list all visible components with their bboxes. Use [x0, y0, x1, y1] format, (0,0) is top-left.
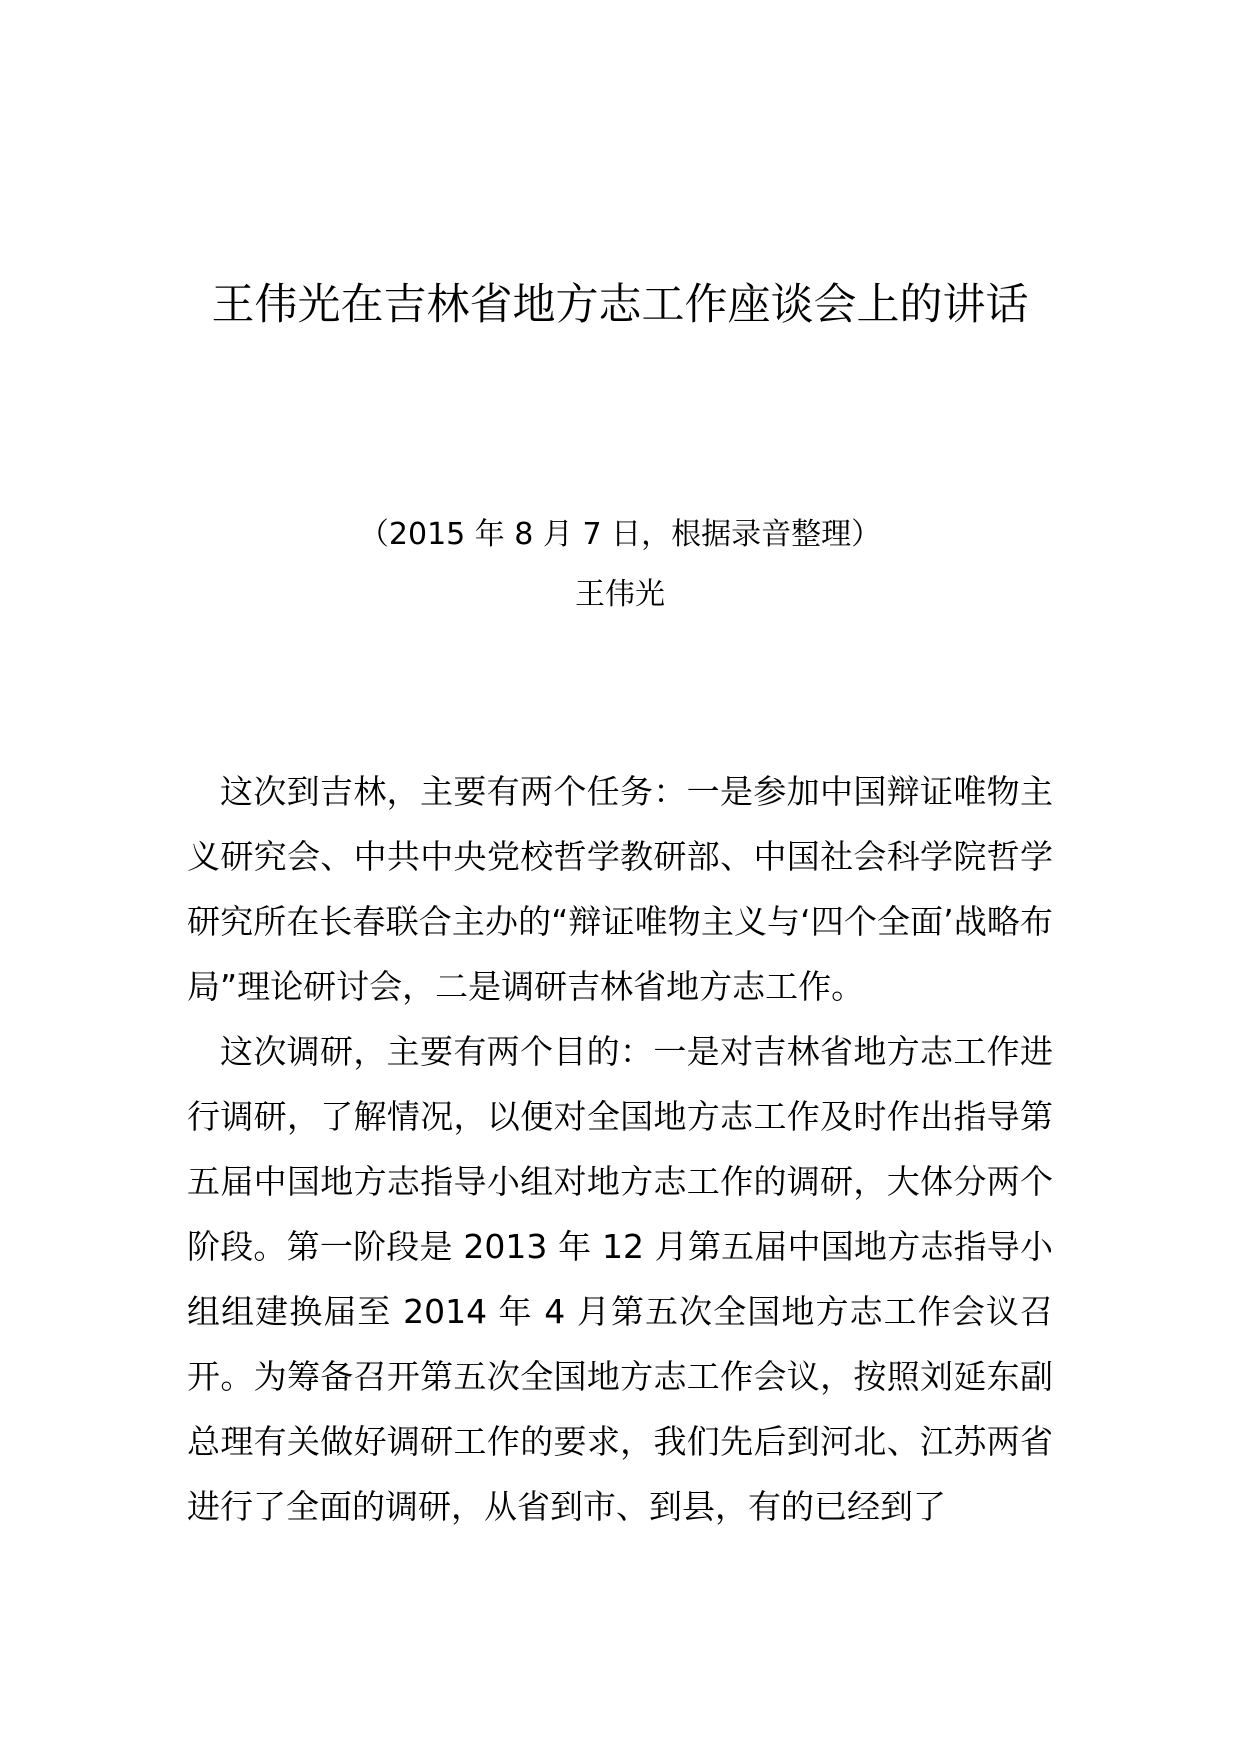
author-name: 王伟光: [575, 577, 665, 612]
document-title: 王伟光在吉林省地方志工作座谈会上的讲话: [211, 280, 1029, 330]
document-body: [187, 759, 1053, 1539]
date-note: （2015 年 8 月 7 日，根据录音整理）: [358, 517, 882, 552]
body-paragraph-1: 这次到吉林，主要有两个任务：一是参加中国辩证唯物主义研究会、中共中央党校哲学教研部、中国社会科学院哲学研究所在长春联合主办的“辩证唯物主义与‘四个全面’战略布局”理论研讨会，二是调研吉林省地方志工作。: [187, 772, 1053, 1006]
document-meta: [190, 505, 1050, 625]
body-paragraph-2: 这次调研，主要有两个目的：一是对吉林省地方志工作进行调研，了解情况，以便对全国地方志工作及时作出指导第五届中国地方志指导小组对地方志工作的调研，大体分两个阶段。第一阶段是 2013 年 12 月第五届中国地方志指导小组组建换届至 2014 年 4 月第五次全国地方志工作会议召开。为筹备召开第五次全国地方志工作会议，按照刘延东副总理有关做好调研工作的要求，我们先后到河北、江苏两省进行了全面的调研，从省到市、到县，有的已经到了: [187, 1032, 1053, 1526]
